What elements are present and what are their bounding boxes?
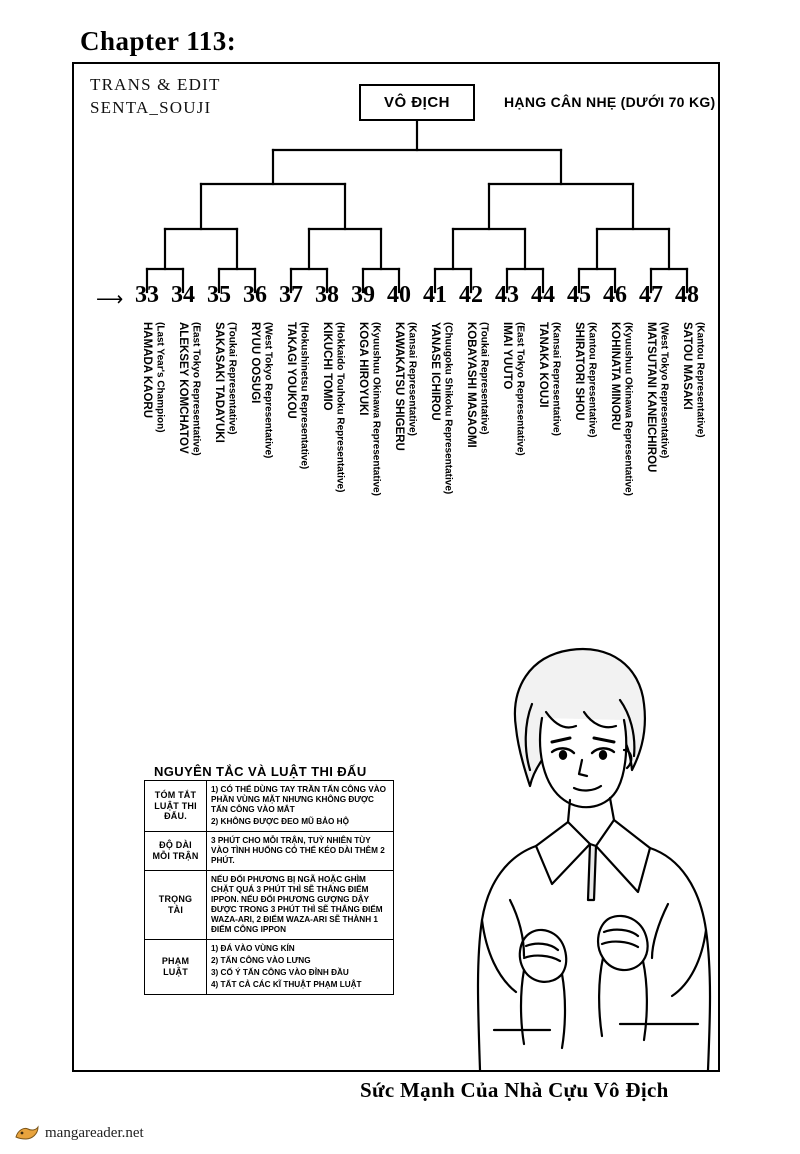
player-name: TANAKA KOUJI — [537, 322, 549, 408]
player-name: KOBAYASHI MASAOMI — [465, 322, 477, 448]
player-entry-39 — [346, 322, 380, 622]
rules-row-body — [207, 832, 394, 871]
player-detail: (West Tokyo Representative) — [262, 322, 274, 459]
rules-label-line: TÀI — [167, 905, 184, 915]
champion-label: VÔ ĐỊCH — [383, 94, 450, 111]
player-detail: (Hokushinetsu Representative) — [298, 322, 310, 470]
tournament-panel — [72, 62, 720, 1072]
table-row — [145, 871, 394, 940]
player-detail: (Hokkaido Touhoku Representative) — [334, 322, 346, 493]
bracket-number: 45 — [567, 282, 591, 308]
rules-row-body — [207, 871, 394, 940]
rules-item: 1) ĐÁ VÀO VÙNG KÍN — [211, 944, 295, 953]
player-entry-38 — [310, 322, 344, 622]
player-name-list — [126, 322, 720, 642]
bracket-number: 34 — [171, 282, 195, 308]
bracket-number: 41 — [423, 282, 447, 308]
player-entry-35 — [202, 322, 236, 622]
rules-item: NẾU ĐỐI PHƯƠNG BỊ NGÃ HOẶC GHÌM CHẶT QUÁ 3 PHÚT THÌ SẼ THẮNG ĐIỂM IPPON. NẾU ĐỐI PHƯƠNG GƯỢNG DẬY ĐƯỢC TRONG 3 PHÚT THÌ SẼ THẮNG ĐIỂM WAZA-ARI, 2 ĐIỂM WAZA-ARI SẼ THÀNH 1 ĐIỂM CÔNG IPPON — [211, 875, 383, 934]
bracket-number: 37 — [279, 282, 303, 308]
character-illustration — [424, 600, 720, 1070]
rules-item: 3) CỐ Ý TẤN CÔNG VÀO ĐỈNH ĐẦU — [211, 968, 349, 977]
rules-label-line: TRỌNG — [158, 894, 193, 905]
player-entry-41 — [418, 322, 452, 622]
player-detail: (Toukai Representative) — [226, 322, 238, 435]
bracket-number: 44 — [531, 282, 555, 308]
rules-row-label — [145, 871, 207, 940]
player-entry-48 — [670, 322, 704, 622]
player-name: ALEKSEY KOMCHATOV — [177, 322, 189, 454]
table-row — [145, 832, 394, 871]
mangareader-logo-icon — [14, 1124, 40, 1142]
player-detail: (Last Year's Champion) — [154, 322, 166, 433]
player-name: SATOU MASAKI — [681, 322, 693, 410]
bracket-number: 46 — [603, 282, 627, 308]
player-detail: (East Tokyo Representative) — [190, 322, 202, 456]
player-entry-44 — [526, 322, 560, 622]
player-name: TAKAGI YOUKOU — [285, 322, 297, 419]
player-detail: (Chuugoku Shikoku Representative) — [442, 322, 454, 495]
rules-title: NGUYÊN TẮC VÀ LUẬT THI ĐẤU — [154, 764, 367, 779]
player-name: SAKASAKI TADAYUKI — [213, 322, 225, 443]
weight-class-label: HẠNG CÂN NHẸ (DƯỚI 70 KG) — [504, 94, 716, 110]
player-name: IMAI YUUTO — [501, 322, 513, 390]
player-entry-43 — [490, 322, 524, 622]
watermark-text: mangareader.net — [45, 1124, 144, 1141]
player-name: YANASE ICHIROU — [429, 322, 441, 421]
player-entry-37 — [274, 322, 308, 622]
player-entry-42 — [454, 322, 488, 622]
rules-label-line: PHẠM — [161, 956, 190, 967]
credits-line-1: TRANS & EDIT — [90, 75, 221, 94]
rules-item: 4) TẤT CẢ CÁC KĨ THUẬT PHẠM LUẬT — [211, 980, 362, 989]
player-name: HAMADA KAORU — [141, 322, 153, 419]
player-entry-36 — [238, 322, 272, 622]
player-name: SHIRATORI SHOU — [573, 322, 585, 421]
player-entry-34 — [166, 322, 200, 622]
credits-line-2: SENTA_SOUJI — [90, 97, 212, 117]
bottom-caption: Sức Mạnh Của Nhà Cựu Vô Địch — [360, 1078, 669, 1102]
bracket-number: 36 — [243, 282, 267, 308]
player-name: KOHINATA MINORU — [609, 322, 621, 431]
player-detail: (Toukai Representative) — [478, 322, 490, 435]
player-name: KAWAKATSU SHIGERU — [393, 322, 405, 451]
right-arrow-icon: ⟶ — [96, 289, 124, 310]
rules-label-line: ĐỘ DÀI — [159, 840, 192, 851]
page-title: Chapter 113: — [80, 26, 237, 56]
bracket-number: 48 — [675, 282, 699, 308]
table-row — [145, 781, 394, 832]
player-entry-40 — [382, 322, 416, 622]
bracket-number: 38 — [315, 282, 339, 308]
bracket-number: 43 — [495, 282, 519, 308]
rules-row-body — [207, 940, 394, 995]
player-name: KOGA HIROYUKI — [357, 322, 369, 416]
player-detail: (Kansai Representative) — [406, 322, 418, 436]
rules-label-line: MỖI TRẬN — [152, 851, 199, 861]
rules-row-label — [145, 832, 207, 871]
rules-label-line: LUẬT — [163, 967, 188, 977]
player-detail: (Kantou Representative) — [694, 322, 706, 438]
player-name: KIKUCHI TOMIO — [321, 322, 333, 411]
rules-label-line: LUẬT THI ĐẤU. — [154, 800, 197, 822]
player-detail: (Kantou Representative) — [586, 322, 598, 438]
player-name: MATSUTANI KANEICHIROU — [645, 322, 657, 473]
table-row — [145, 940, 394, 995]
player-name: RYUU OOSUGI — [249, 322, 261, 404]
bracket-number: 42 — [459, 282, 483, 308]
bracket-numbers-row — [126, 282, 706, 312]
player-detail: (West Tokyo Representative) — [658, 322, 670, 459]
player-detail: (Kyuushuu Okinawa Representative) — [622, 322, 634, 496]
bracket-number: 40 — [387, 282, 411, 308]
player-detail: (Kansai Representative) — [550, 322, 562, 436]
rules-item: 2) TẤN CÔNG VÀO LƯNG — [211, 956, 311, 965]
player-entry-46 — [598, 322, 632, 622]
player-detail: (Kyuushuu Okinawa Representative) — [370, 322, 382, 496]
bracket-number: 35 — [207, 282, 231, 308]
rules-item: 1) CÓ THỂ DÙNG TAY TRẦN TẤN CÔNG VÀO PHẦN VÙNG MẶT NHƯNG KHÔNG ĐƯỢC TẤN CÔNG VÀO MẮT — [211, 785, 386, 814]
rules-table — [144, 780, 394, 995]
watermark — [14, 1124, 144, 1142]
rules-row-body — [207, 781, 394, 832]
player-entry-47 — [634, 322, 668, 622]
player-detail: (East Tokyo Representative) — [514, 322, 526, 456]
bracket-number: 39 — [351, 282, 375, 308]
player-entry-33 — [130, 322, 164, 622]
bracket-number: 47 — [639, 282, 663, 308]
player-entry-45 — [562, 322, 596, 622]
rules-row-label — [145, 781, 207, 832]
rules-item: 3 PHÚT CHO MỖI TRẬN, TUỲ NHIÊN TÙY VÀO TÌNH HUỐNG CÓ THỂ KÉO DÀI THÊM 2 PHÚT. — [211, 836, 385, 865]
rules-label-line: TÓM TẮT — [154, 789, 197, 800]
bracket-number: 33 — [135, 282, 159, 308]
rules-row-label — [145, 940, 207, 995]
rules-item: 2) KHÔNG ĐƯỢC ĐEO MŨ BẢO HỘ — [211, 817, 349, 826]
